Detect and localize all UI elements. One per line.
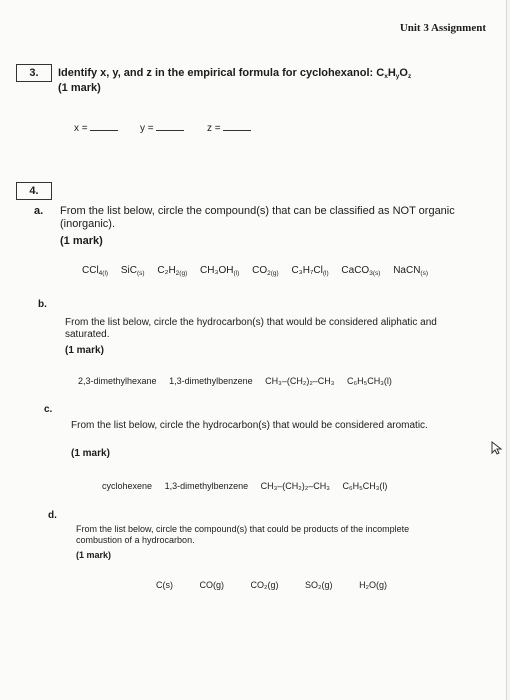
part-a-prompt: From the list below, circle the compound(s) that can be classified as NOT organic (inorganic).	[60, 205, 455, 230]
y-answer-field[interactable]: y =	[140, 121, 184, 135]
compound-ccl4[interactable]: CCl$_{4(l)}$	[82, 265, 109, 277]
compound-toluene[interactable]: C₆H₅CH₃(l)	[342, 481, 388, 491]
compound-nacn[interactable]: NaCN$_{(s)}$	[393, 265, 429, 277]
x-answer-field[interactable]: x =	[74, 121, 118, 135]
question-3-prompt: Identify x, y, and z in the empirical formula for cyclohexanol: $C_xH_yO_z$	[58, 67, 412, 80]
part-b-marks: (1 mark)	[65, 345, 104, 356]
part-c-prompt: From the list below, circle the hydrocarbon(s) that would be considered aromatic.	[71, 420, 428, 431]
compound-c2h2[interactable]: $C_2H_{2(g)}$	[157, 265, 188, 277]
question-4-number: 4.	[16, 182, 52, 200]
compound-cyclohexene[interactable]: cyclohexene	[102, 481, 153, 491]
part-c-letter: c.	[44, 404, 53, 415]
compound-butane[interactable]: CH₃–(CH₂)₂–CH₃	[260, 481, 330, 491]
compound-1-3-dimethylbenzene[interactable]: 1,3-dimethylbenzene	[169, 376, 253, 386]
compound-1-3-dimethylbenzene[interactable]: 1,3-dimethylbenzene	[164, 481, 249, 491]
compound-sic[interactable]: SiC$_{(s)}$	[120, 265, 145, 277]
compound-butane[interactable]: CH₃–(CH₂)₂–CH₃	[265, 376, 335, 386]
compound-toluene[interactable]: C₆H₅CH₃(l)	[347, 376, 392, 386]
compound-caco3[interactable]: CaCO$_{3(s)}$	[341, 265, 381, 277]
compound-co2[interactable]: $CO_{2(g)}$	[252, 265, 279, 277]
compound-co2[interactable]: CO₂(g)	[250, 580, 279, 590]
compound-h2o[interactable]: H₂O(g)	[359, 580, 388, 590]
part-b-compound-list	[78, 376, 402, 387]
part-b-prompt: From the list below, circle the hydrocarbon(s) that would be considered aliphatic and saturated.	[65, 317, 437, 340]
compound-c3h7cl[interactable]: $C_3H_7Cl_{(l)}$	[291, 265, 329, 277]
page-header: Unit 3 Assignment	[399, 22, 486, 34]
compound-co[interactable]: CO(g)	[199, 580, 225, 590]
part-a-letter: a.	[34, 205, 44, 217]
part-d-letter: d.	[48, 510, 57, 521]
question-3-marks: (1 mark)	[58, 82, 101, 94]
part-a-marks: (1 mark)	[60, 235, 103, 247]
part-c-compound-list	[102, 481, 397, 492]
part-d-compound-list	[156, 580, 397, 591]
compound-2-3-dimethylhexane[interactable]: 2,3-dimethylhexane	[78, 376, 157, 386]
mouse-cursor-icon	[490, 441, 504, 458]
part-d-prompt: From the list below, circle the compound(s) that could be products of the incomplete combustion of a hydrocarbon.	[76, 524, 410, 545]
compound-carbon[interactable]: C(s)	[156, 580, 173, 590]
compound-ch3oh[interactable]: $CH_3OH_{(l)}$	[200, 265, 240, 277]
part-d-marks: (1 mark)	[76, 550, 112, 560]
compound-so2[interactable]: SO₂(g)	[305, 580, 333, 590]
part-b-letter: b.	[38, 299, 47, 310]
part-a-compound-list	[82, 265, 438, 277]
z-answer-field[interactable]: z =	[207, 121, 251, 135]
question-3-number: 3.	[16, 64, 52, 82]
part-c-marks: (1 mark)	[71, 448, 110, 459]
